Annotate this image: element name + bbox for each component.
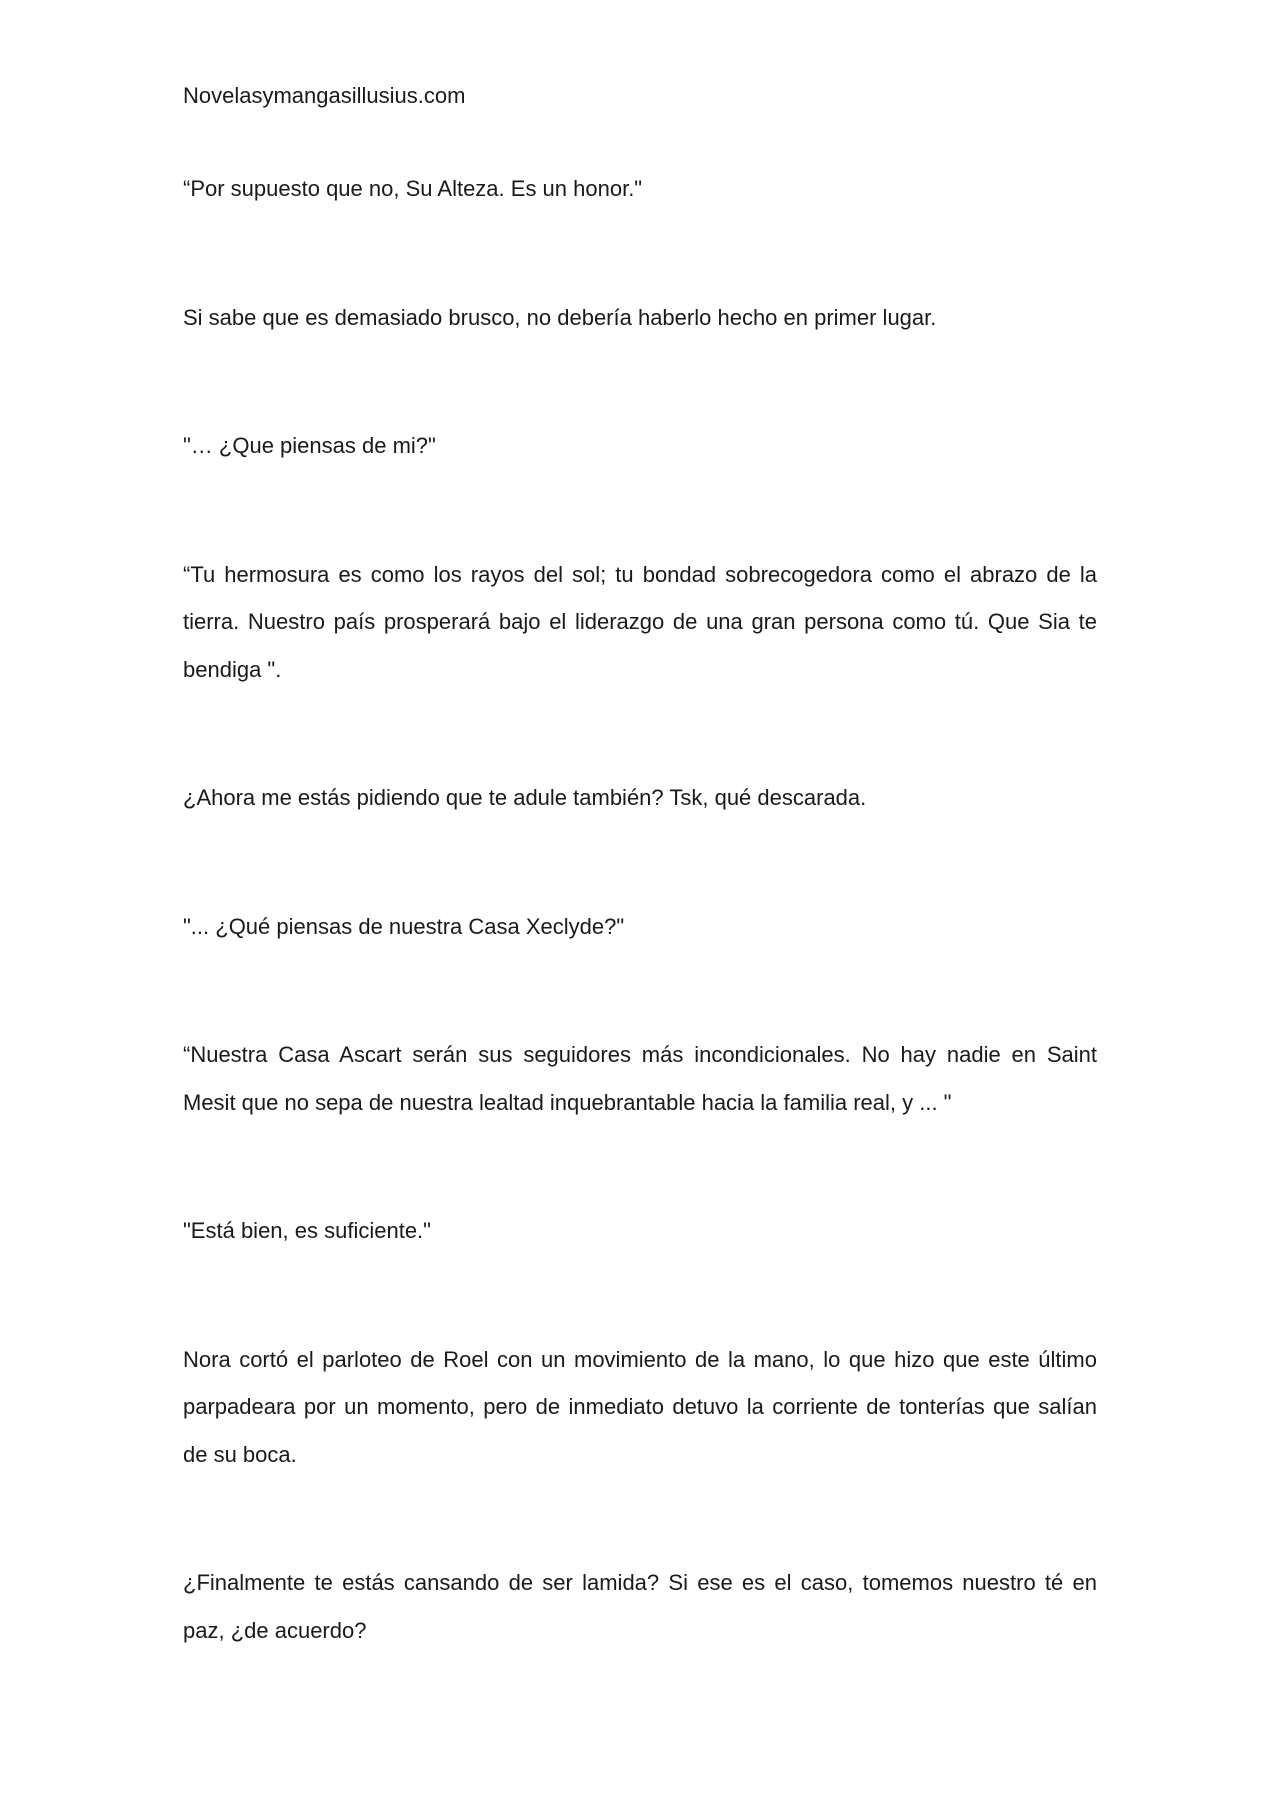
paragraph-9: Nora cortó el parloteo de Roel con un movimiento de la mano, lo que hizo que este último parpadeara por un momento, pero de inmediato detuvo la corriente de tonterías que salían de su boca. <box>183 1346 1097 1467</box>
site-header: Novelasymangasillusius.com <box>183 83 466 108</box>
paragraph-5: ¿Ahora me estás pidiendo que te adule también? Tsk, qué descarada. <box>183 785 867 810</box>
paragraph-8: "Está bien, es suficiente." <box>183 1218 431 1243</box>
document-body <box>183 72 1097 1735</box>
paragraph-2: Si sabe que es demasiado brusco, no debería haberlo hecho en primer lugar. <box>183 304 937 330</box>
paragraph-3: "… ¿Que piensas de mi?" <box>183 433 436 458</box>
paragraph-7: “Nuestra Casa Ascart serán sus seguidores más incondicionales. No hay nadie en Saint Mesit que no sepa de nuestra lealtad inquebrantable hacia la familia real, y ... " <box>183 1042 1097 1115</box>
paragraph-10: ¿Finalmente te estás cansando de ser lamida? Si ese es el caso, tomemos nuestro té en paz, ¿de acuerdo? <box>183 1570 1097 1643</box>
paragraph-4: “Tu hermosura es como los rayos del sol; tu bondad sobrecogedora como el abrazo de la tierra. Nuestro país prosperará bajo el liderazgo de una gran persona como tú. Que Sia te bendiga ". <box>183 561 1097 682</box>
paragraph-1: “Por supuesto que no, Su Alteza. Es un honor." <box>183 176 643 201</box>
paragraph-6: "... ¿Qué piensas de nuestra Casa Xeclyde?" <box>183 913 625 939</box>
